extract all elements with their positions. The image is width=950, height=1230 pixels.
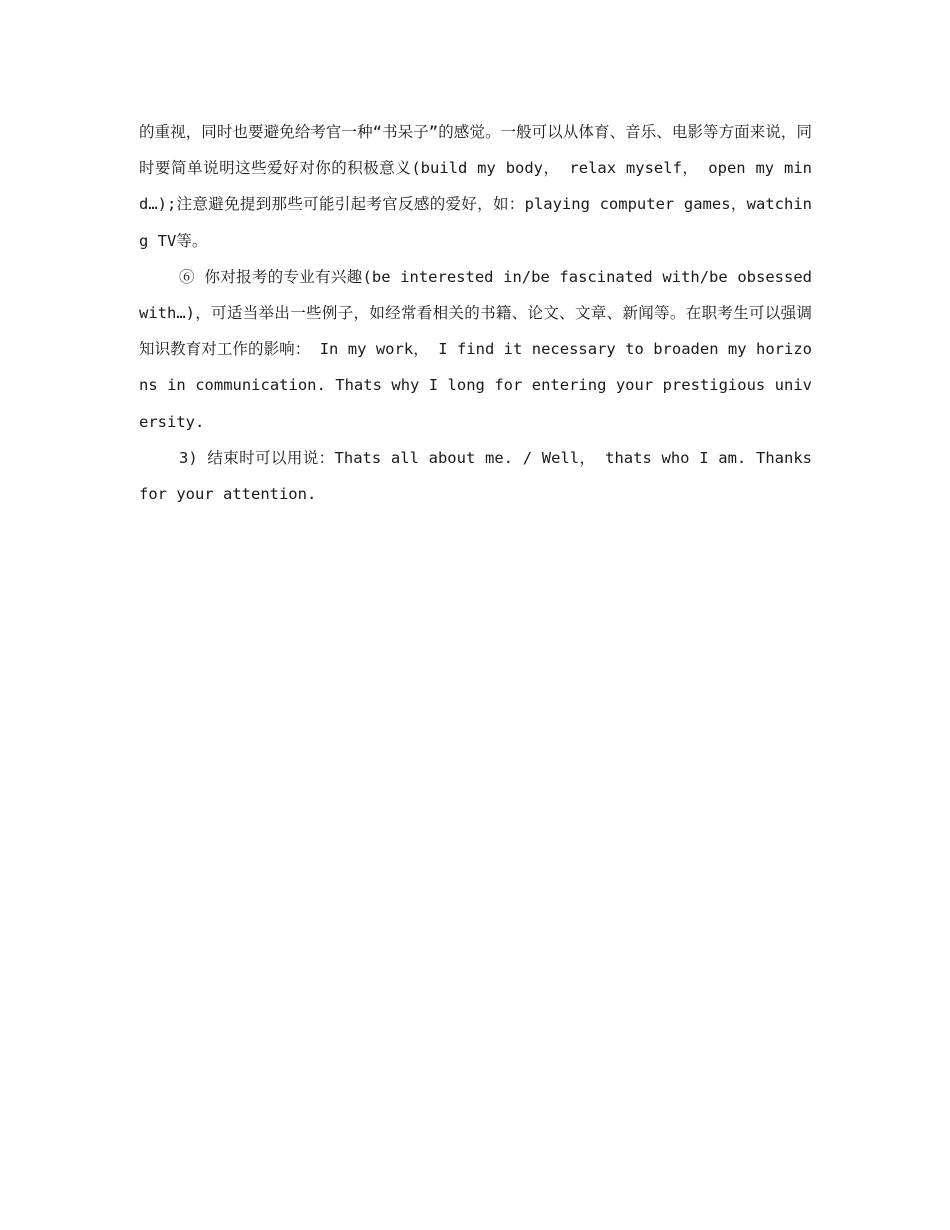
- paragraph-point-3-closing: 3) 结束时可以用说：Thats all about me. / Well， thats who I am. Thanks for your attention.: [139, 448, 812, 504]
- paragraph-hobbies-continued: 的重视，同时也要避免给考官一种“书呆子”的感觉。一般可以从体育、音乐、电影等方面来说，同时要简单说明这些爱好对你的积极意义(build my body， relax myself， open my mind…);注意避免提到那些可能引起考官反感的爱好，如：playing computer games，watching TV等。: [139, 123, 812, 250]
- document-body: [139, 114, 812, 512]
- paragraph-point-6-interest: ⑥ 你对报考的专业有兴趣(be interested in/be fascinated with/be obsessed with…)，可适当举出一些例子，如经常看相关的书籍、论文、文章、新闻等。在职考生可以强调知识教育对工作的影响： In my work， I find it necessary to broaden my horizons in communication. Thats why I long for entering your prestigious university.: [139, 267, 812, 431]
